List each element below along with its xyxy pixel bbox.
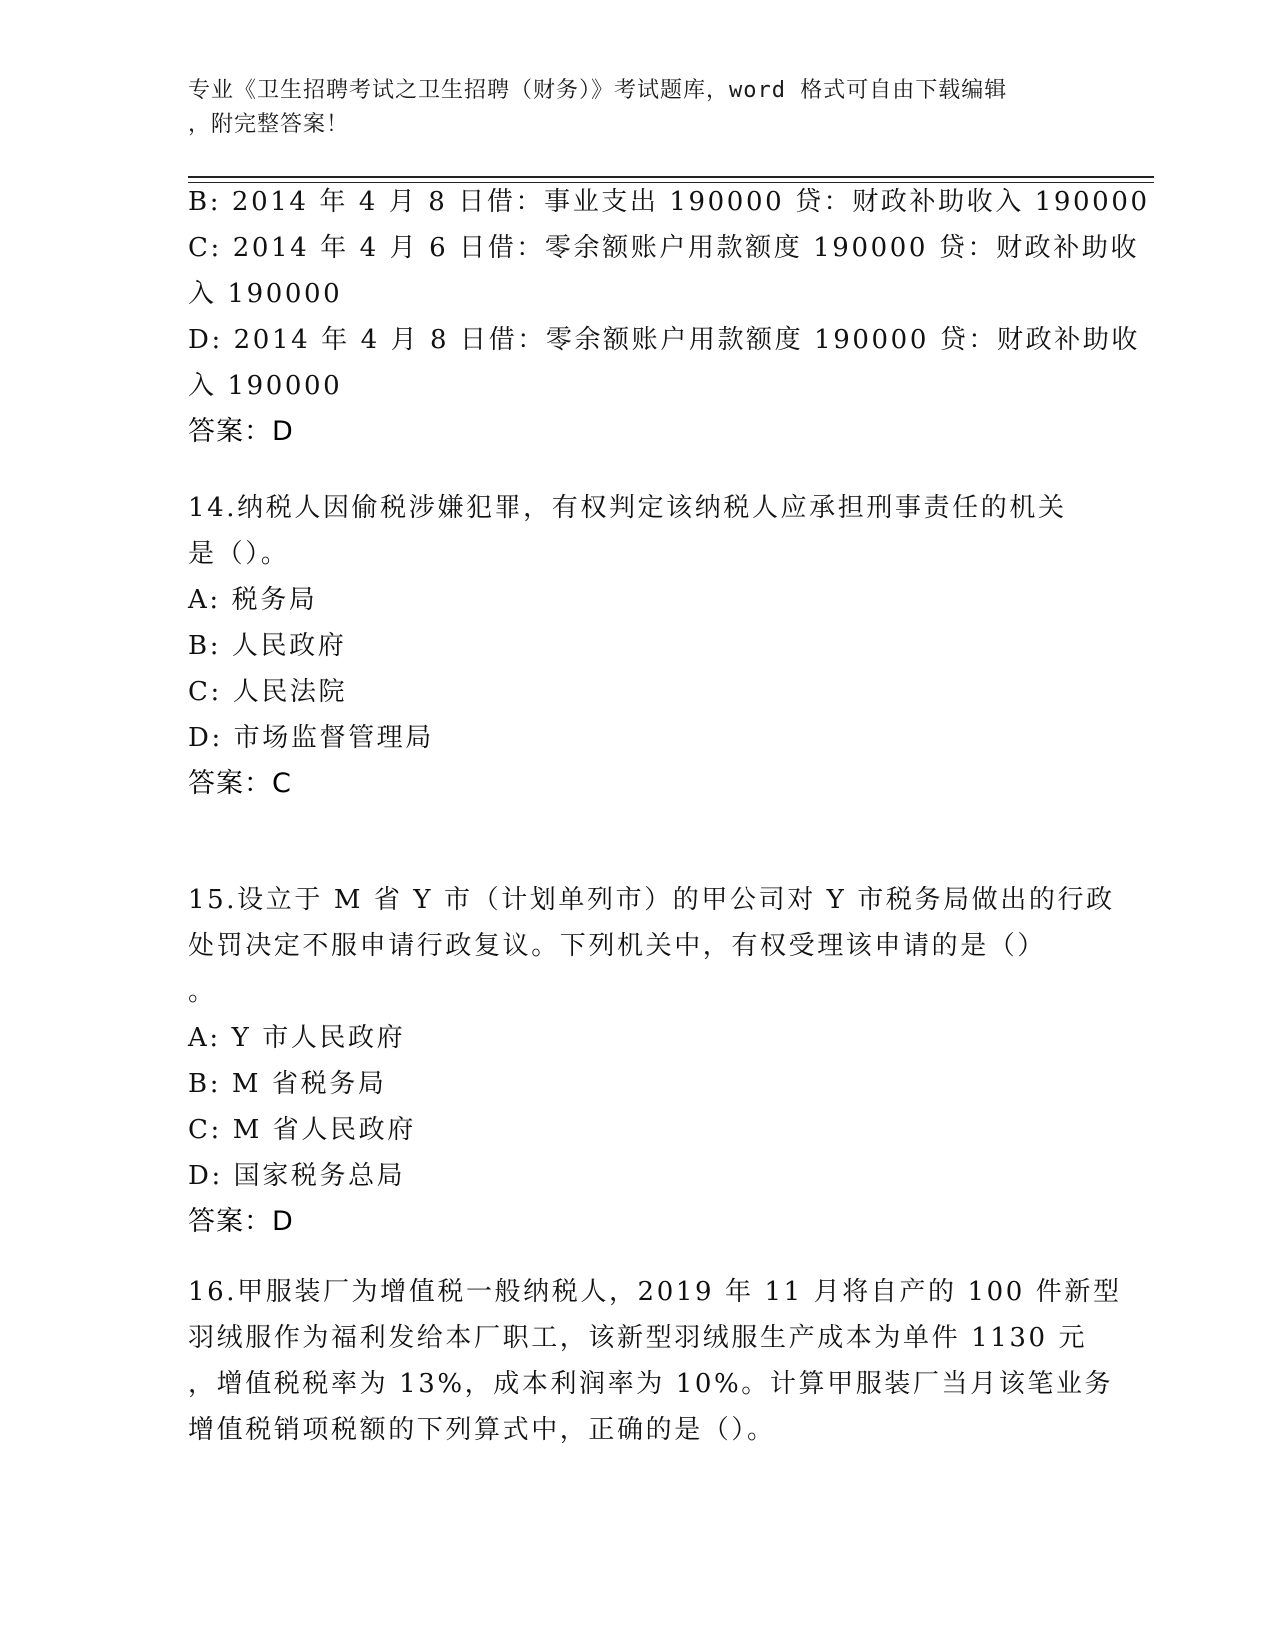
option-c: C: M 省人民政府 bbox=[188, 1115, 416, 1145]
answer-15: 答案：D bbox=[188, 1206, 294, 1237]
answer-13: 答案：D bbox=[188, 416, 294, 447]
question-15 bbox=[188, 877, 1115, 1245]
question-14-stem-1: 14.纳税人因偷税涉嫌犯罪，有权判定该纳税人应承担刑事责任的机关 bbox=[188, 493, 1067, 523]
option-a: A: 税务局 bbox=[188, 585, 318, 615]
question-14 bbox=[188, 485, 1078, 807]
question-16 bbox=[188, 1269, 1122, 1453]
answer-14: 答案：C bbox=[188, 768, 292, 799]
question-16-stem-3: ，增值税税率为 13%，成本利润率为 10%。计算甲服装厂当月该笔业务 bbox=[188, 1369, 1114, 1399]
option-b: B: 2014 年 4 月 8 日借：事业支出 190000 贷：财政补助收入 190000 bbox=[188, 187, 1150, 217]
option-d: D: 市场监督管理局 bbox=[188, 723, 434, 753]
question-16-stem-2: 羽绒服作为福利发给本厂职工，该新型羽绒服生产成本为单件 1130 元 bbox=[188, 1323, 1088, 1353]
question-16-stem-1: 16.甲服装厂为增值税一般纳税人，2019 年 11 月将自产的 100 件新型 bbox=[188, 1277, 1122, 1307]
option-d: D: 2014 年 4 月 8 日借：零余额账户用款额度 190000 贷：财政补助收 bbox=[188, 325, 1141, 355]
option-c: C: 人民法院 bbox=[188, 677, 348, 707]
option-d-continued: 入 190000 bbox=[188, 371, 343, 401]
question-13-options bbox=[188, 179, 1150, 455]
question-15-stem-1: 15.设立于 M 省 Y 市（计划单列市）的甲公司对 Y 市税务局做出的行政 bbox=[188, 885, 1115, 915]
option-b: B: 人民政府 bbox=[188, 631, 347, 661]
option-c-continued: 入 190000 bbox=[188, 279, 343, 309]
option-a: A: Y 市人民政府 bbox=[188, 1023, 406, 1053]
page-header bbox=[188, 74, 1078, 142]
question-14-stem-2: 是（）。 bbox=[188, 539, 290, 569]
option-c: C: 2014 年 4 月 6 日借：零余额账户用款额度 190000 贷：财政补助收 bbox=[188, 233, 1140, 263]
option-b: B: M 省税务局 bbox=[188, 1069, 387, 1099]
option-d: D: 国家税务总局 bbox=[188, 1161, 406, 1191]
question-15-stem-2: 处罚决定不服申请行政复议。下列机关中，有权受理该申请的是（） bbox=[188, 931, 1047, 961]
header-divider-thick bbox=[188, 176, 1154, 178]
header-line-2: ，附完整答案！ bbox=[188, 112, 350, 137]
question-16-stem-4: 增值税销项税额的下列算式中，正确的是（）。 bbox=[188, 1415, 776, 1445]
header-line-1: 专业《卫生招聘考试之卫生招聘（财务）》考试题库，word 格式可自由下载编辑 bbox=[188, 78, 1008, 103]
question-15-stem-3: 。 bbox=[188, 977, 217, 1007]
